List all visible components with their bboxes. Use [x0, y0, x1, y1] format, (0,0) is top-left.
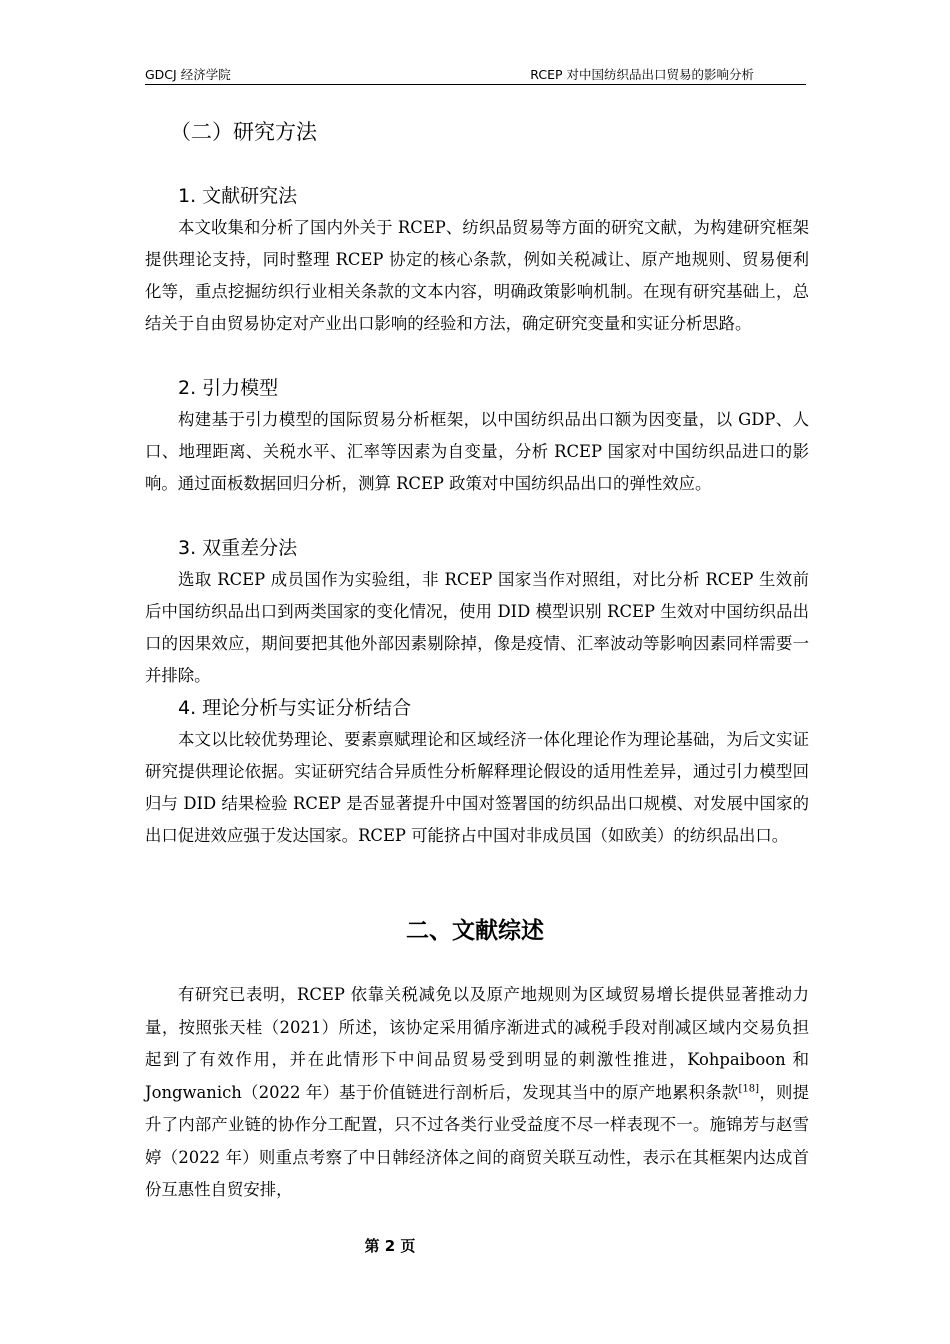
citation-ref[interactable]: [18] — [738, 1083, 760, 1095]
method-3-title: 3. 双重差分法 — [178, 537, 298, 559]
method-4-text: 本文以比较优势理论、要素禀赋理论和区域经济一体化理论作为理论基础，为后文实证研究提供理论依据。实证研究结合异质性分析解释理论假设的适用性差异，通过引力模型回归与 DID 结果检验 RCEP 是否显著提升中国对签署国的纺织品出口规模、对发展中国家的出口促进效应强于发达国家。RCEP 可能挤占中国对非成员国（如欧美）的纺织品出口。 — [145, 730, 809, 845]
method-1-text: 本文收集和分析了国内外关于 RCEP、纺织品贸易等方面的研究文献，为构建研究框架提供理论支持，同时整理 RCEP 协定的核心条款，例如关税减让、原产地规则、贸易便利化等，重点挖掘纺织行业相关条款的文本内容，明确政策影响机制。在现有研究基础上，总结关于自由贸易协定对产业出口影响的经验和方法，确定研究变量和实证分析思路。 — [145, 218, 809, 333]
page-header — [145, 66, 806, 85]
header-right: RCEP 对中国纺织品出口贸易的影响分析 — [530, 67, 754, 82]
review-text-before: 有研究已表明，RCEP 依靠关税减免以及原产地规则为区域贸易增长提供显著推动力量，按照张天桂（2021）所述，该协定采用循序渐进式的减税手段对削减区域内交易负担起到了有效作用，并在此情形下中间品贸易受到明显的刺激性推进，Kohpaiboon 和 Jongwanich（2022 年）基于价值链进行剖析后，发现其当中的原产地累积条款 — [145, 985, 809, 1102]
page-number: 第 2 页 — [364, 1237, 416, 1255]
method-2-title: 2. 引力模型 — [178, 377, 279, 399]
method-4-title: 4. 理论分析与实证分析结合 — [178, 697, 412, 719]
section-subheading: （二）研究方法 — [170, 120, 317, 144]
section-title: 二、文献综述 — [406, 918, 544, 944]
header-left: GDCJ 经济学院 — [145, 67, 231, 82]
method-1-title: 1. 文献研究法 — [178, 185, 298, 207]
review-paragraph — [145, 979, 809, 1207]
method-2-text: 构建基于引力模型的国际贸易分析框架，以中国纺织品出口额为因变量，以 GDP、人口、地理距离、关税水平、汇率等因素为自变量，分析 RCEP 国家对中国纺织品进口的影响。通过面板数据回归分析，测算 RCEP 政策对中国纺织品出口的弹性效应。 — [145, 410, 809, 493]
review-text-after: ，则提升了内部产业链的协作分工配置，只不过各类行业受益度不尽一样表现不一。施锦芳与赵雪婷（2022 年）则重点考察了中日韩经济体之间的商贸关联互动性，表示在其框架内达成首份互惠性自贸安排， — [145, 1082, 809, 1199]
method-3-text: 选取 RCEP 成员国作为实验组，非 RCEP 国家当作对照组，对比分析 RCEP 生效前后中国纺织品出口到两类国家的变化情况，使用 DID 模型识别 RCEP 生效对中国纺织品出口的因果效应，期间要把其他外部因素剔除掉，像是疫情、汇率波动等影响因素同样需要一并排除。 — [145, 570, 809, 685]
